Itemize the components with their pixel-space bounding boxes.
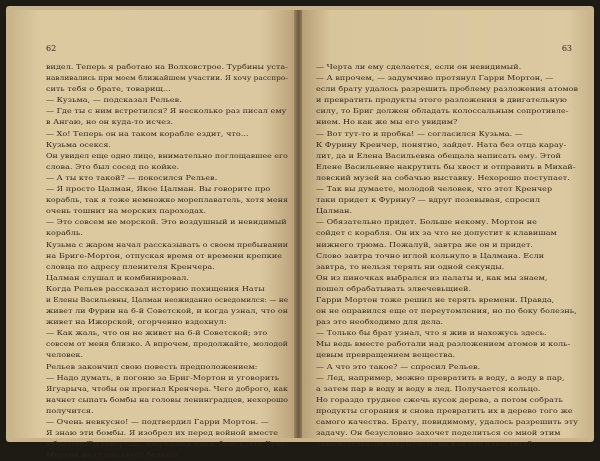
text-line: — Надо думать, в погоню за Бриг-Мортон и уговорить (46, 373, 280, 382)
text-line: — Лед, например, можно превратить в воду, а воду в пар, (316, 373, 565, 382)
text-line: — А ты кто такой? — покосился Рельев. (46, 173, 218, 182)
text-line: Мортон не существует больше. (46, 451, 181, 460)
text-line: видел. Теперь я работаю на Волховстрое. Турбины уста- (46, 63, 288, 71)
text-line: навливались при моем ближайшем участии. Я хочу расспро- (46, 74, 288, 83)
text-line: корабль. (46, 229, 83, 238)
text-line: — Черта ли ему сделается, если он невидимый. (316, 63, 522, 71)
text-line: — Хо! Теперь он на таком корабле ездит, что... (46, 129, 249, 138)
text-line: — Как жаль, что он не живет на 6-й Советской; это (46, 329, 268, 338)
text-line: словца по адресу пленителя Кренчера. (46, 262, 215, 271)
text-line: — Где ты с ним встретился? Я несколько раз писал ему (46, 107, 287, 116)
text-line: лит, да и Елена Васильевна обещала написать ему. Этой (316, 151, 561, 160)
text-line: замечательным открытием; но как его известить? (316, 440, 532, 449)
text-line: нижнего трюма. Пожалуй, завтра же он и придет. (316, 240, 534, 249)
text-line: Гарри Мортон тоже решил не терять времени. Правда, (316, 295, 555, 304)
text-line: очень тошнит на морских пароходах. (46, 207, 207, 216)
text-line: Ягуарыча, чтобы он прогнал Кренчера. Чего доброго, как (46, 384, 288, 393)
text-line: получится. (46, 406, 94, 415)
text-line: нием. Но как же мы его увидим? (316, 118, 458, 127)
text-line: цевым превращением вещества. (316, 351, 456, 360)
text-line: если брату удалось разрешить проблему разложения атомов (316, 85, 579, 94)
text-line: — Кузьма, — подсказал Рельев. (46, 96, 182, 105)
right-page-number: 63 (561, 44, 572, 53)
text-line: живет ли Фурин на 6-й Советской, и когда узнал, что он (46, 307, 289, 316)
text-line: ловский музей на собачью выставку. Нехорошо поступает. (316, 173, 570, 182)
text-line: в Ангаю, но он куда-то исчез. (46, 118, 174, 127)
text-line: продукты сгорания и снова превратить их в дерево того же (316, 406, 573, 415)
text-line: Мы ведь вместе работали над разложением атомов и коль- (316, 340, 571, 349)
text-line: Слово завтра точно иглой кольнуло в Цалмана. Если (316, 251, 545, 260)
text-line: — Я просто Цалман, Якое Цалман. Вы говорите про (46, 185, 271, 194)
text-line: Когда Рельев рассказал историю похищения Наты (46, 284, 265, 293)
text-line: совсем от меня близко. А впрочем, продолжайте, молодой (46, 340, 288, 349)
text-line: — А что это такое? — спросил Рельев. (316, 362, 481, 371)
text-line: корабль, так я тоже немножко мореплаватель, хотя меня (46, 196, 288, 205)
text-line: — Только бы брат узнал, что я жив и нахожусь здесь. (316, 329, 547, 338)
text-line: Елене Васильевне накрутить бы хвост и отправить в Михай- (316, 162, 576, 171)
text-line: а затем пар в воду и воду в лед. Получается кольцо. (316, 384, 541, 393)
text-line: Он из пиночках выбрался из палаты и, как мы знаем, (316, 273, 548, 282)
text-line: Я знаю эти бомбы. Я изобрел их перед войной вместе (46, 429, 279, 438)
text-line: задачу. Он безусловно захочет поделиться со мной этим (316, 429, 561, 438)
text-line: завтра, то нельзя терять ни одной секунды. (316, 262, 505, 271)
text-line: Он увидел еще одно лицо, внимательно поглощавшее его (46, 151, 288, 160)
text-line: Цалман слушал и комбинировал. (46, 273, 189, 282)
text-line: человек. (46, 351, 84, 360)
text-line: пошел обрабатывать злвечевьщией. (316, 284, 472, 293)
text-line: — Вот тут-то и пробка! — согласился Кузьма. — (316, 129, 523, 138)
text-line: — Так вы думаете, молодой человек, что этот Кренчер (316, 185, 553, 194)
text-line: Цалман. (316, 207, 353, 216)
text-line: К Фурину Кренчер, понятно, зайдет. Ната без отца карау- (316, 140, 567, 149)
text-line: — Обязательно придет. Больше некому. Мортон не (316, 218, 537, 227)
left-page (10, 10, 295, 460)
text-line: живет на Ижорской, огорченно вздохнул: (46, 318, 227, 327)
text-line: и превратить продукты этого разложения в двигательную (316, 96, 567, 105)
text-line: слова. Это был сосед по койке. (46, 162, 180, 171)
text-line: силу, то Бриг должен обладать колоссальным сопротивле- (316, 107, 569, 116)
text-line: Но гораздо труднее сжечь кусок дерева, а потом собрать (316, 395, 563, 404)
text-line: начнет сыпать бомбы на головы ленинградцев, нехорошо (46, 395, 289, 404)
text-line: — Это совсем не морской. Это воздушный и невидимый (46, 218, 287, 227)
right-page-text (316, 62, 578, 450)
text-line: — А впрочем, — задумчиво протянул Гарри Мортон, — (316, 74, 554, 83)
text-line: с братом. Ты говоришь, взорвалась одна; боюсь, что Бриг- (46, 440, 288, 449)
text-line: он не оправился еще от переутомления, но по боку болезнь, (316, 307, 577, 316)
text-line: раз это необходимо для дела. (316, 318, 444, 327)
text-line: самого качества. Брату, повидимому, удалось разрешить эту (316, 418, 579, 426)
right-page (302, 10, 590, 449)
text-line: сить тебя о брате, товарищ... (46, 85, 171, 94)
text-line: Рельев закончил свою повесть предположением: (46, 362, 258, 371)
text-line: на Бриге-Мортон, отпуская время от времени крепкие (46, 251, 283, 260)
left-page-number: 62 (46, 44, 57, 53)
text-line: и Елены Васильевны, Цалман неожиданно осведомился: — не (46, 295, 289, 304)
text-line: таки придет к Фурину? — вдруг позевывая, спросил (316, 196, 541, 205)
left-page-text (46, 62, 288, 461)
text-line: Кузьма осекся. (46, 140, 112, 149)
text-line: — Очень невкусно! — подтвердил Гарри Мортон. — (46, 418, 269, 426)
text-line: Кузьма с жаром начал рассказывать о своем пребывании (46, 240, 288, 249)
open-book (6, 6, 594, 460)
text-line: сойдет с корабля. Он их за что не допустит к клавишам (316, 229, 557, 238)
